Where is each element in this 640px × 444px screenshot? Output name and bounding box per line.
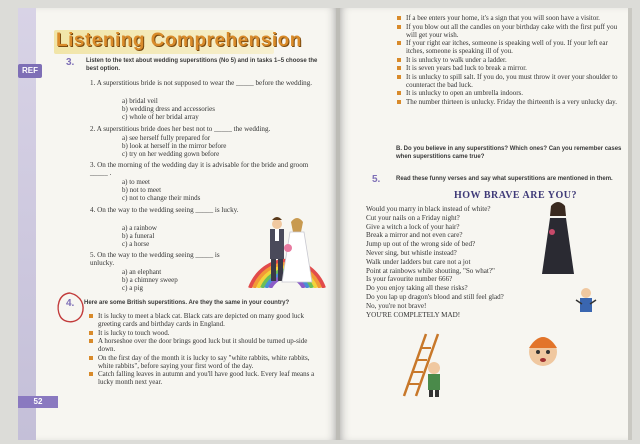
q2-option-a: a) see herself fully prepared for (122, 134, 211, 142)
exercise-5-number: 5. (372, 174, 381, 185)
q4-option-b: b) a funeral (122, 232, 155, 240)
exercise-3-instruction: Listen to the text about wedding superstitions (No 5) and in tasks 1–5 choose the best option. (86, 58, 318, 72)
q5-option-a: a) an elephant (122, 268, 162, 276)
poem-line: Do you lap up dragon's blood and still feel glad? (366, 292, 504, 301)
poem-line: Break a mirror and not even care? (366, 231, 463, 240)
poem-line: Do you enjoy taking all these risks? (366, 284, 468, 293)
list-item (396, 89, 622, 97)
list-item (88, 370, 326, 386)
list-item-text: It is lucky to touch wood. (98, 328, 170, 337)
small-figure-illustration (572, 286, 600, 316)
list-item-text: It is lucky to meet a black cat. Black cats are depicted on many good luck greeting cards and birthday cards in England. (98, 312, 305, 328)
list-item-text: If your right ear itches, someone is speaking well of you. If your left ear itches, someone is speaking ill of you. (406, 39, 608, 55)
poem-line: No, you're not brave! (366, 301, 427, 310)
question-2: 2. A superstitious bride does her best not to _____ the wedding. (90, 125, 271, 133)
q5-option-b: b) a chimney sweep (122, 276, 178, 284)
list-item (88, 354, 326, 370)
list-item-text: Catch falling leaves in autumn and you'll have good luck. Every leaf means a lucky month next year. (98, 370, 315, 386)
bullet-icon (89, 372, 93, 376)
q1-option-a: a) bridal veil (122, 97, 158, 105)
list-item (88, 312, 326, 328)
bullet-icon (89, 339, 93, 343)
list-item (396, 14, 622, 22)
exercise-4-number: 4. (66, 298, 75, 309)
poem-line: Walk under ladders but care not a jot (366, 257, 471, 266)
list-item (396, 56, 622, 64)
bullet-icon (89, 331, 93, 335)
list-item-text: The number thirteen is unlucky. Friday the thirteenth is a very unlucky day. (406, 97, 617, 106)
q3-option-b: b) not to meet (122, 186, 162, 194)
bullet-icon (89, 314, 93, 318)
list-item-text: On the first day of the month it is lucky to say "white rabbits, white rabbits, white rabbits", before saying your first word of the day. (98, 353, 310, 370)
page-edge (628, 8, 632, 440)
list-item (396, 64, 622, 72)
ref-badge: REF (18, 64, 42, 78)
poem-line: Jump up out of the wrong side of bed? (366, 240, 476, 249)
bullet-icon (397, 41, 401, 45)
q2-option-b: b) look at herself in the mirror before (122, 142, 227, 150)
q3-option-a: a) to meet (122, 178, 150, 186)
book-spine (336, 8, 340, 440)
q4-option-a: a) a rainbow (122, 224, 157, 232)
bullet-icon (89, 356, 93, 360)
question-b: B. Do you believe in any superstitions? Which ones? Can you remember cases when superstitions came true? (396, 146, 622, 160)
list-item-text: It is unlucky to spill salt. If you do, you must throw it over your shoulder to counteract the bad luck. (406, 72, 618, 89)
poem-line: Cut your nails on a Friday night? (366, 213, 460, 222)
q3-option-c: c) not to change their minds (122, 194, 201, 202)
bullet-icon (397, 66, 401, 70)
q2-option-c: c) try on her wedding gown before (122, 150, 220, 158)
section-title: Listening Comprehension (56, 30, 302, 51)
poem-line: YOU'RE COMPLETELY MAD! (366, 310, 461, 319)
list-item (396, 73, 622, 89)
list-item-text: It is unlucky to walk under a ladder. (406, 55, 507, 64)
exercise-4-instruction: Here are some British superstitions. Are they the same in your country? (84, 300, 290, 306)
bullet-icon (397, 91, 401, 95)
list-item (396, 39, 622, 55)
superstitions-list-right (396, 14, 622, 106)
bullet-icon (397, 16, 401, 20)
list-item (396, 23, 622, 39)
list-item-text: A horseshoe over the door brings good luck but it should be turned up-side down. (98, 337, 308, 353)
bride-in-black-illustration (540, 200, 576, 276)
poem-line: Is your favourite number 666? (366, 275, 453, 284)
q4-option-c: c) a horse (122, 240, 150, 248)
question-4: 4. On the way to the wedding seeing _____ is lucky. (90, 206, 239, 214)
poem-title: HOW BRAVE ARE YOU? (454, 190, 578, 201)
poem-line: Point at rainbows while shouting, "So what?" (366, 266, 495, 275)
q1-option-c: c) whole of her bridal array (122, 113, 199, 121)
q5-option-c: c) a pig (122, 284, 143, 292)
surprised-face-illustration (522, 330, 564, 374)
list-item-text: If you blow out all the candles on your birthday cake with the first puff you will get your wish. (406, 22, 618, 39)
bullet-icon (397, 25, 401, 29)
poem-line: Never sing, but whistle instead? (366, 248, 457, 257)
page-number: 52 (18, 396, 58, 408)
poem-line: Would you marry in black instead of white? (366, 205, 491, 213)
bullet-icon (397, 75, 401, 79)
list-item (88, 329, 326, 337)
q1-option-b: b) wedding dress and accessories (122, 105, 215, 113)
poem-line: Give a witch a lock of your hair? (366, 222, 460, 231)
question-1: 1. A superstitious bride is not supposed to wear the _____ before the wedding. (90, 79, 313, 87)
list-item (88, 337, 326, 353)
exercise-5-instruction: Read these funny verses and say what superstitions are mentioned in them. (396, 176, 613, 182)
superstitions-list-left (88, 312, 326, 387)
question-5: 5. On the way to the wedding seeing _____ is unlucky. (90, 251, 220, 267)
list-item-text: It is seven years bad luck to break a mirror. (406, 64, 527, 72)
wedding-couple-illustration (244, 196, 330, 288)
exercise-3-number: 3. (66, 57, 75, 68)
list-item-text: If a bee enters your home, it's a sign that you will soon have a visitor. (406, 14, 600, 22)
list-item (396, 98, 622, 106)
question-3: 3. On the morning of the wedding day it is advisable for the bride and groom _____ . (90, 161, 309, 177)
bullet-icon (397, 58, 401, 62)
poem (366, 205, 556, 319)
man-under-ladder-illustration (400, 332, 452, 398)
list-item-text: It is unlucky to open an umbrella indoors. (406, 89, 524, 97)
bullet-icon (397, 100, 401, 104)
